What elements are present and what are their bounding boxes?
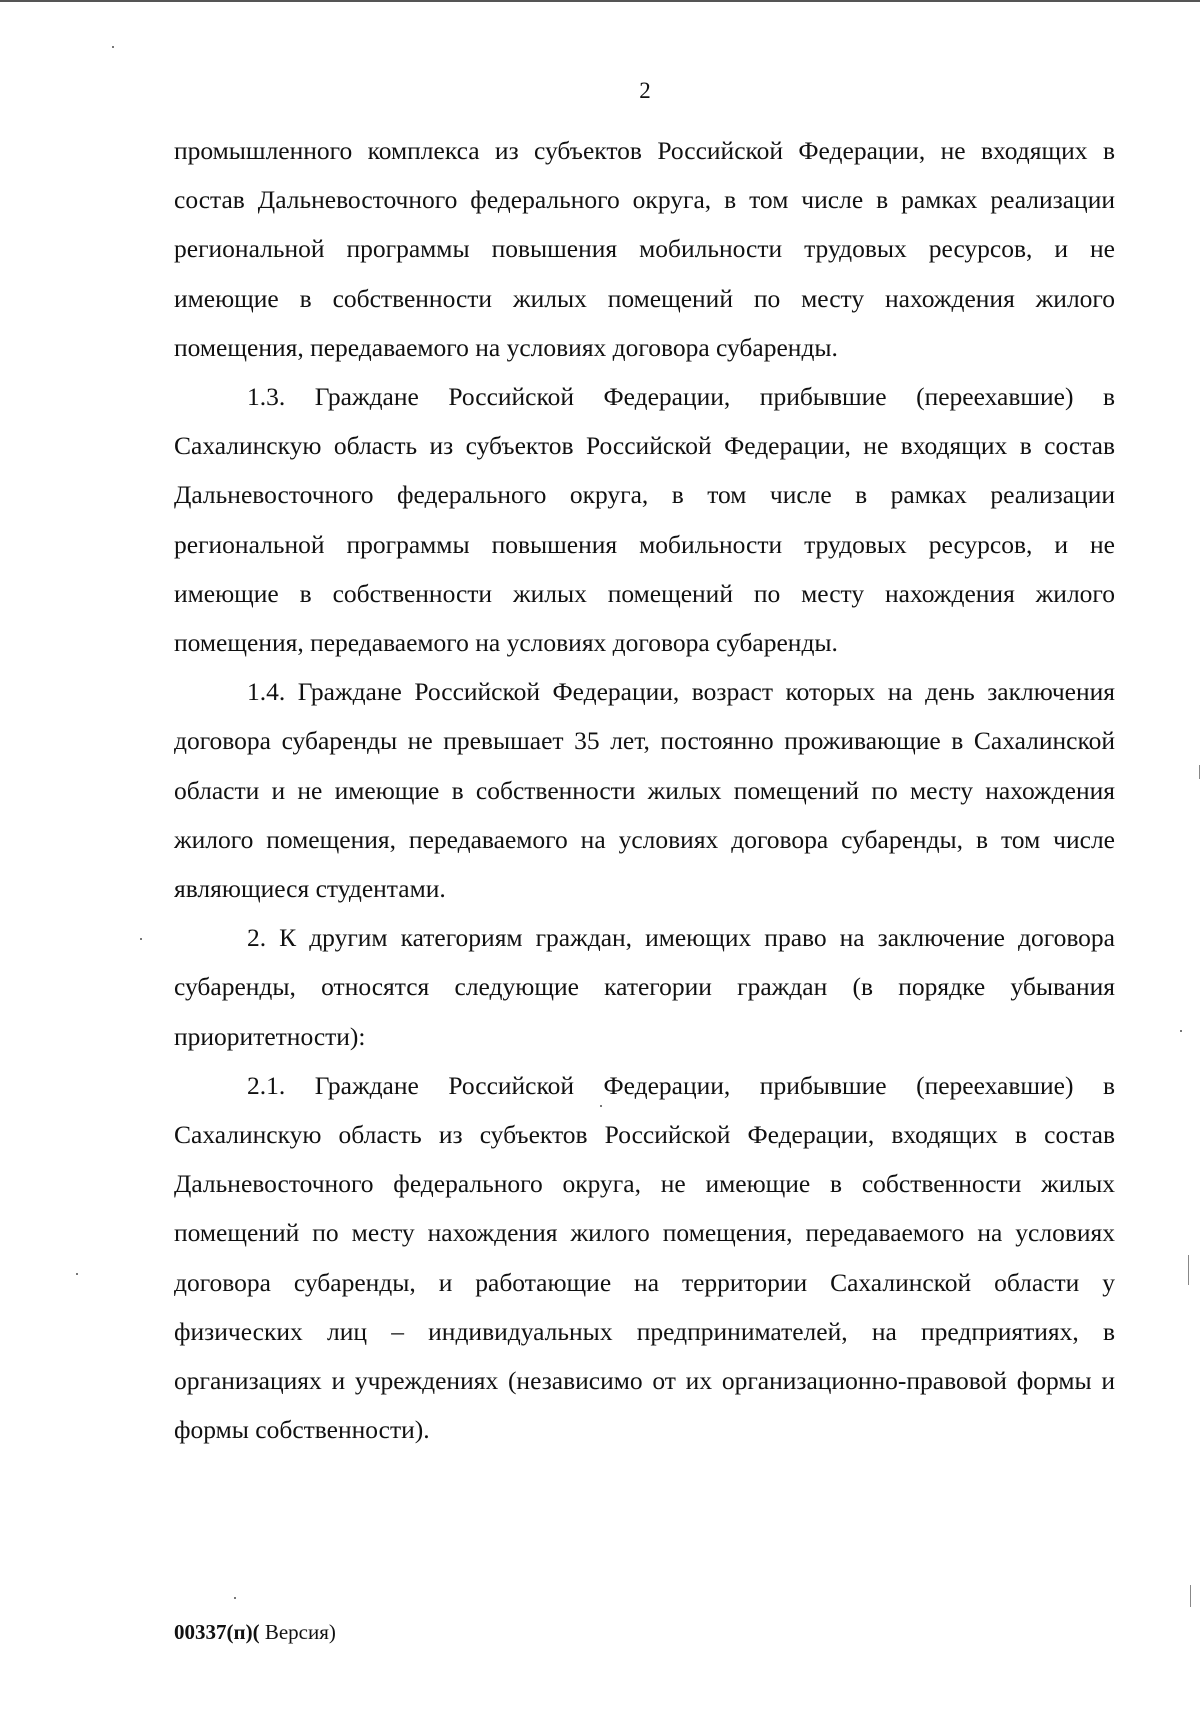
document-code: 00337(п)(	[174, 1620, 260, 1644]
paragraph-2: 2. К другим категориям граждан, имеющих право на заключение договора субаренды, относятся следующие категории граждан (в порядке убывания приоритетности):	[174, 923, 1115, 1051]
scan-speck	[76, 1273, 78, 1275]
page-number: 2	[639, 78, 651, 103]
paragraph-1-4: 1.4. Граждане Российской Федерации, возраст которых на день заключения договора субаренды не превышает 35 лет, постоянно проживающие в Сахалинской области и не имеющие в собственности жилых помещений по месту нахождения жилого помещения, передаваемого на условиях договора субаренды, в том числе являющиеся студентами.	[174, 677, 1115, 904]
paragraph-continuation: промышленного комплекса из субъектов Российской Федерации, не входящих в состав Дальневосточного федерального округа, в том числе в рамках реализации региональной программы повышения мобильности трудовых ресурсов, и не имеющие в собственности жилых помещений по месту нахождения жилого помещения, передаваемого на условиях договора субаренды.	[174, 136, 1115, 362]
document-body	[174, 126, 1115, 1454]
paragraph-2-1: 2.1. Граждане Российской Федерации, прибывшие (переехавшие) в Сахалинскую область из субъектов Российской Федерации, входящих в состав Дальневосточного федерального округа, не имеющие в собственности жилых помещений по месту нахождения жилого помещения, передаваемого на условиях договора субаренды, и работающие на территории Сахалинской области у физических лиц – индивидуальных предпринимателей, на предприятиях, в организациях и учреждениях (независимо от их организационно-правовой формы и формы собственности).	[174, 1070, 1115, 1445]
scan-speck	[1180, 1030, 1182, 1032]
scan-speck	[600, 1105, 602, 1107]
scan-top-edge	[0, 0, 1200, 2]
scan-edge-mark	[1188, 1255, 1189, 1285]
paragraph-1-3: 1.3. Граждане Российской Федерации, прибывшие (переехавшие) в Сахалинскую область из субъектов Российской Федерации, не входящих в состав Дальневосточного федерального округа, в том числе в рамках реализации региональной программы повышения мобильности трудовых ресурсов, и не имеющие в собственности жилых помещений по месту нахождения жилого помещения, передаваемого на условиях договора субаренды.	[174, 382, 1115, 658]
document-version: Версия)	[259, 1620, 336, 1644]
scan-speck	[140, 938, 142, 940]
scan-speck	[112, 46, 114, 48]
document-footer-code	[174, 1620, 336, 1644]
scan-edge-mark	[1190, 1585, 1191, 1607]
scan-speck	[234, 1597, 236, 1599]
